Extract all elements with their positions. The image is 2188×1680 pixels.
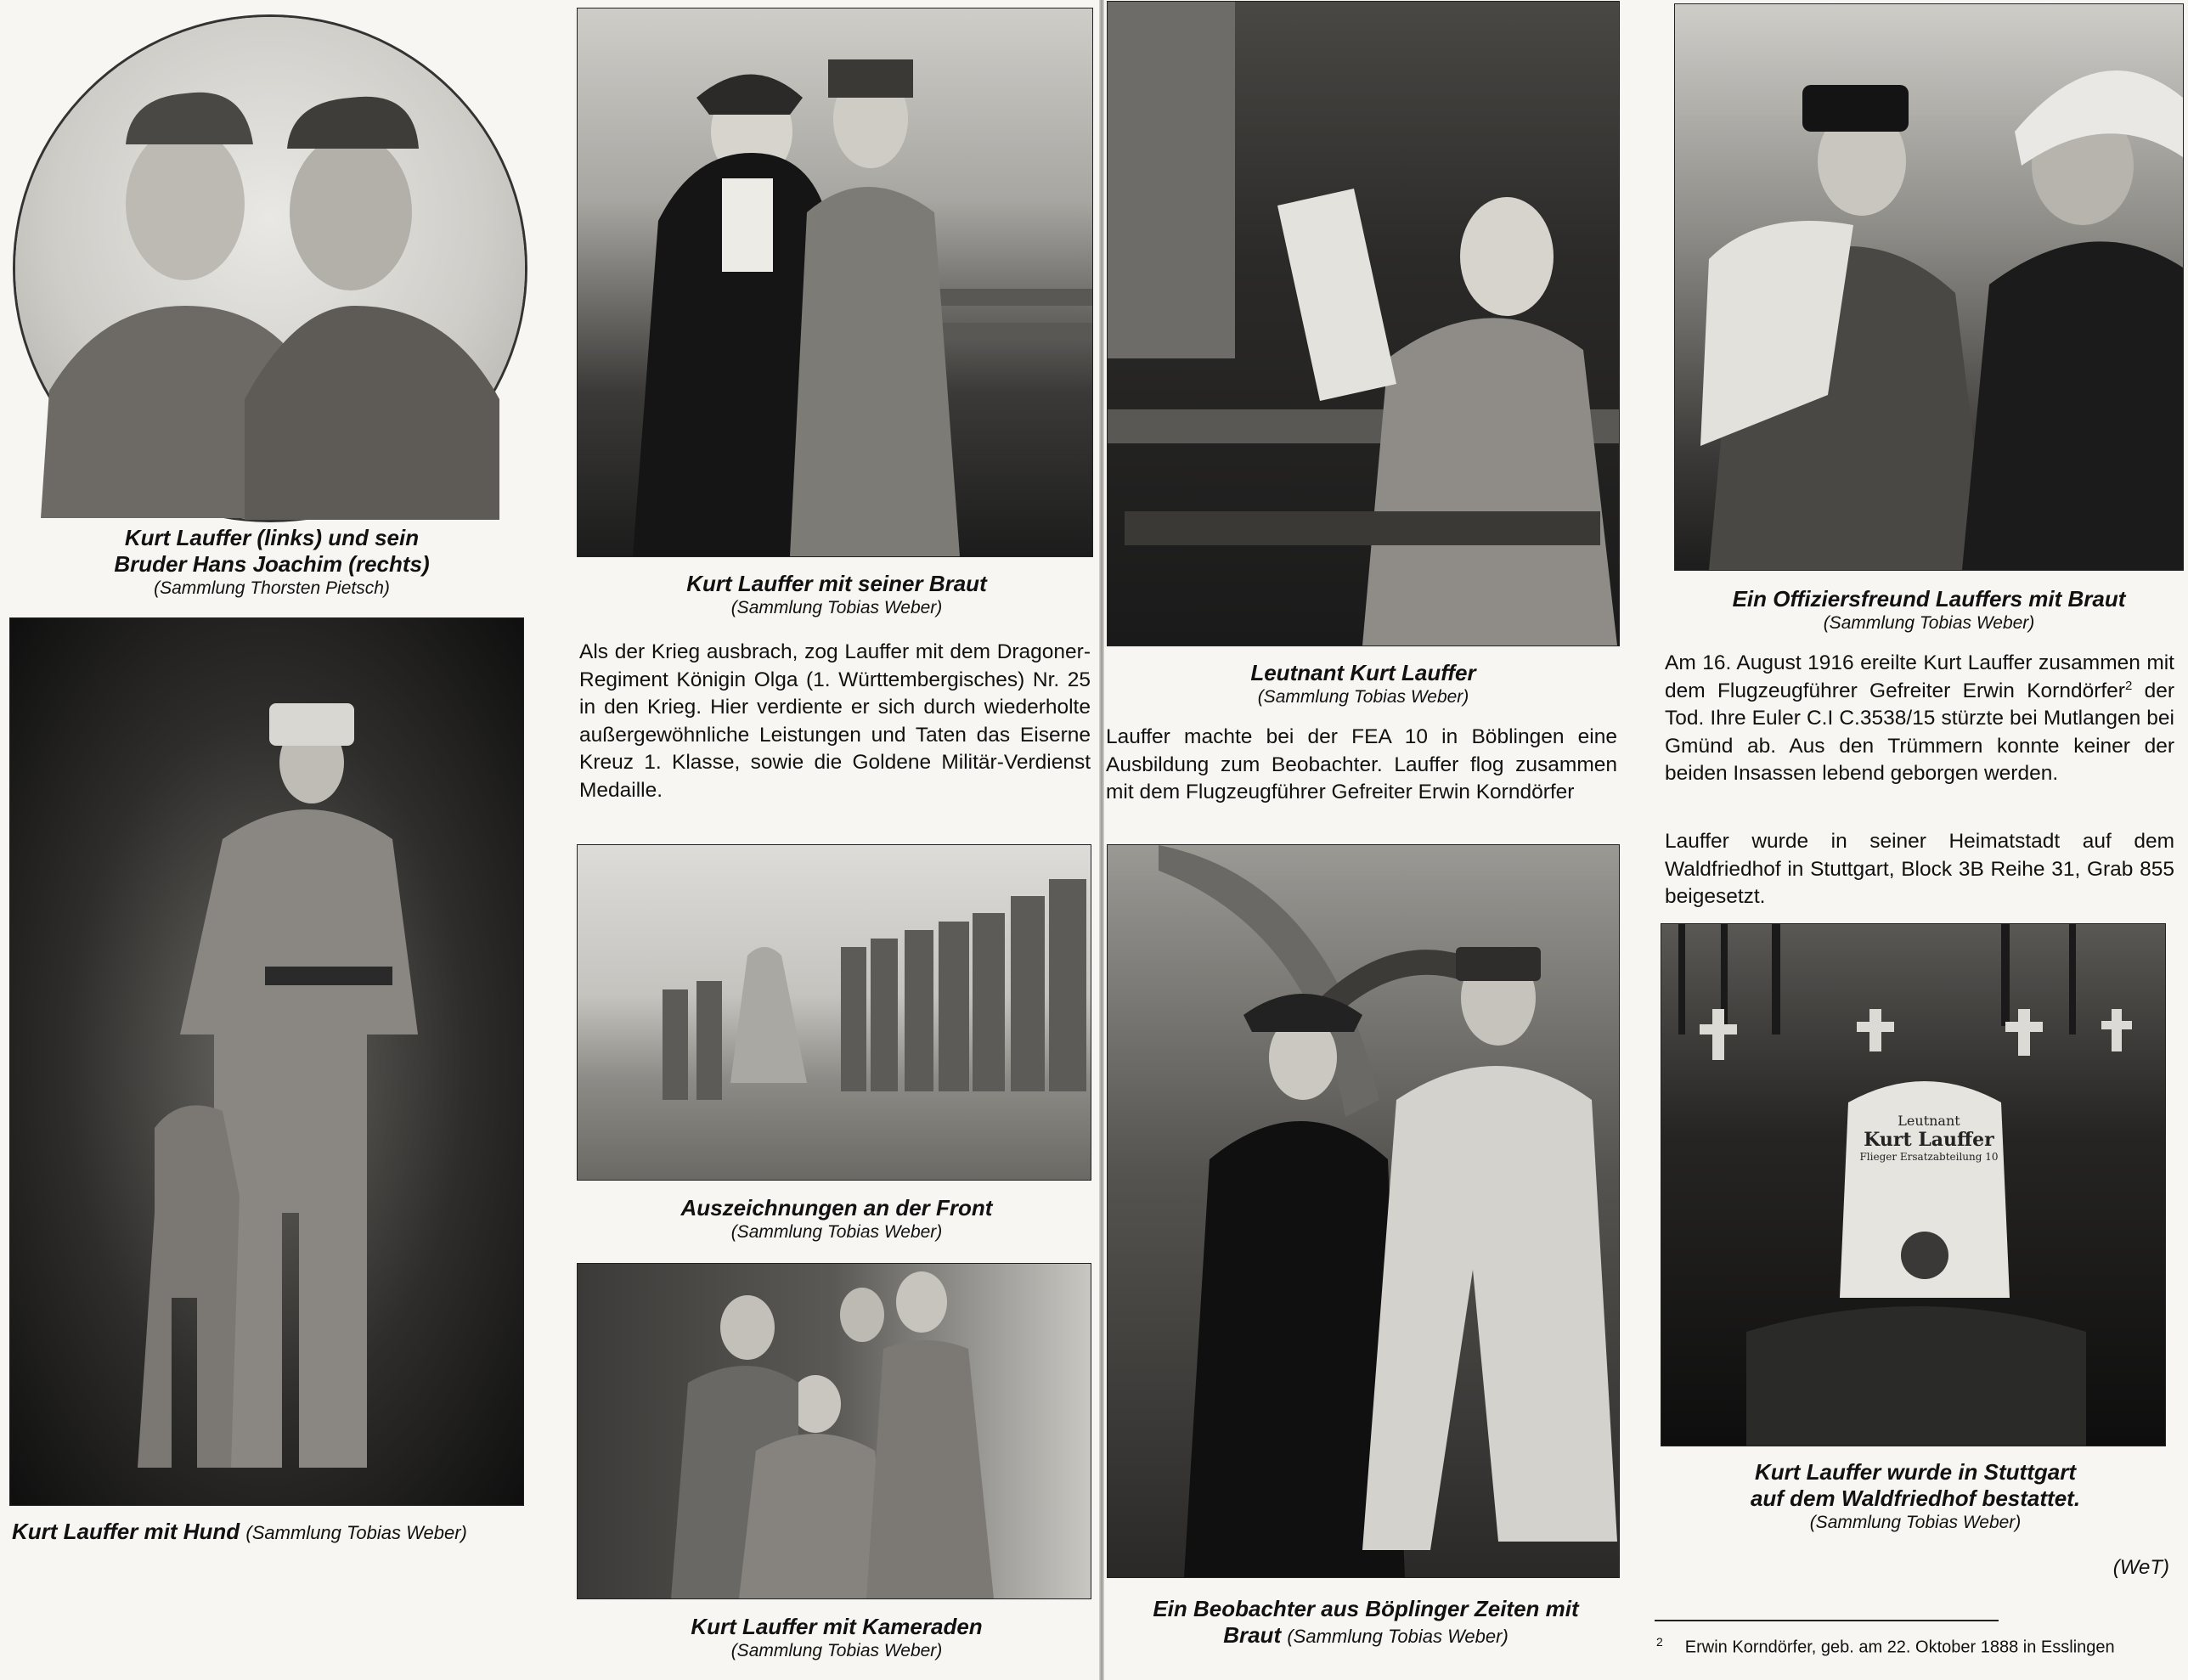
death-paragraph: [1665, 650, 2174, 788]
burial-paragraph: [1665, 828, 2174, 911]
brothers-caption-source: (Sammlung Thorsten Pietsch): [154, 578, 390, 598]
officer-friend-caption-title: Ein Offiziersfreund Lauffers mit Braut: [1732, 586, 2126, 612]
grave-photo: [1661, 924, 2165, 1446]
author-initials: (WeT): [2112, 1556, 2169, 1579]
comrades-caption-source: (Sammlung Tobias Weber): [730, 1641, 943, 1660]
grave-caption-line1: Kurt Lauffer wurde in Stuttgart: [1755, 1459, 2076, 1485]
war-paragraph: [579, 639, 1091, 804]
footnote-marker: 2: [2124, 678, 2133, 693]
death-paragraph-part1: Am 16. August 1916 ereilte Kurt Lauffer zusammen mit dem Flugzeugführer Gefreiter Erwin Korndörfer: [1665, 651, 2174, 702]
comrades-caption-title: Kurt Lauffer mit Kameraden: [691, 1614, 983, 1639]
bride-caption: [586, 571, 1087, 619]
comrades-silhouette: [578, 1264, 1091, 1598]
bride-caption-source: (Sammlung Tobias Weber): [730, 598, 943, 617]
brothers-caption: [51, 525, 493, 600]
officer-friend-silhouette: [1675, 4, 2183, 570]
leutnant-silhouette: [1108, 2, 1619, 646]
front-caption-source: (Sammlung Tobias Weber): [730, 1222, 943, 1242]
footnote-rule: [1655, 1620, 1999, 1621]
bride-silhouette: [578, 8, 1092, 556]
front-caption-title: Auszeichnungen an der Front: [680, 1195, 993, 1221]
bride-photo: [578, 8, 1092, 556]
grave-plate-line1: Leutnant: [1898, 1113, 1960, 1129]
leutnant-caption: [1113, 660, 1614, 708]
officer-friend-caption-source: (Sammlung Tobias Weber): [1823, 613, 2035, 633]
page-gutter: [1099, 0, 1104, 1680]
observer-caption: [1113, 1596, 1619, 1649]
officer-friend-photo: [1675, 4, 2183, 570]
grave-caption-line2: auf dem Waldfriedhof bestattet.: [1750, 1486, 2081, 1511]
dog-caption-title: Kurt Lauffer mit Hund: [12, 1519, 240, 1544]
leutnant-photo: [1108, 2, 1619, 646]
observer-caption-source: (Sammlung Tobias Weber): [1287, 1626, 1508, 1647]
observer-photo: [1108, 845, 1619, 1577]
bride-caption-title: Kurt Lauffer mit seiner Braut: [686, 571, 987, 596]
grave-plate-line3: Flieger Ersatzabteilung 10: [1859, 1151, 1999, 1163]
death-paragraph-part2: der Tod. Ihre Euler C.I C.3538/15 stürzte bei Mutlangen bei Gmünd ab. Aus den Trümmern konnte keiner der beiden Insassen lebend geborgen werden.: [1665, 679, 2175, 785]
dog-caption: [12, 1519, 530, 1545]
grave-silhouette: [1661, 924, 2165, 1446]
officer-friend-caption: [1678, 586, 2180, 634]
comrades-caption: [586, 1614, 1087, 1662]
training-paragraph: [1106, 724, 1617, 807]
dog-photo: [10, 618, 523, 1505]
observer-silhouette: [1108, 845, 1619, 1577]
dog-silhouette: [10, 618, 523, 1505]
dog-caption-source: (Sammlung Tobias Weber): [245, 1522, 467, 1543]
leutnant-caption-source: (Sammlung Tobias Weber): [1257, 687, 1469, 707]
front-photo: [578, 845, 1091, 1180]
front-silhouette: [578, 845, 1091, 1180]
grave-plate-text: [1848, 1113, 2010, 1163]
war-paragraph-text: Als der Krieg ausbrach, zog Lauffer mit dem Dragoner-Regiment Königin Olga (1. Württembergisches) Nr. 25 in den Krieg. Hier verdiente er sich durch wiederholte außergewöhnliche Leistungen und Taten das Eiserne Kreuz 1. Klasse, sowie die Goldene Militär-Verdienst Medaille.: [579, 640, 1091, 802]
brothers-caption-line2: Bruder Hans Joachim (rechts): [114, 551, 430, 577]
grave-caption-source: (Sammlung Tobias Weber): [1809, 1513, 2022, 1532]
grave-caption: [1665, 1459, 2166, 1534]
front-caption: [586, 1195, 1087, 1243]
burial-paragraph-text: Lauffer wurde in seiner Heimatstadt auf dem Waldfriedhof in Stuttgart, Block 3B Reihe 31, Grab 855 beigesetzt.: [1665, 830, 2174, 908]
footnote: [1656, 1631, 2115, 1659]
leutnant-caption-title: Leutnant Kurt Lauffer: [1250, 660, 1476, 685]
brothers-portrait-photo: [15, 17, 525, 520]
brothers-silhouette: [15, 17, 525, 520]
observer-caption-line2: Braut: [1223, 1622, 1282, 1648]
brothers-caption-line1: Kurt Lauffer (links) und sein: [124, 525, 420, 550]
footnote-number: 2: [1656, 1635, 1663, 1649]
comrades-photo: [578, 1264, 1091, 1598]
training-paragraph-text: Lauffer machte bei der FEA 10 in Böblingen eine Ausbildung zum Beobachter. Lauffer flog zusammen mit dem Flugzeugführer Gefreiter Erwin Korndörfer: [1106, 725, 1617, 803]
grave-plate-line2: Kurt Lauffer: [1864, 1129, 1994, 1151]
footnote-text: Erwin Korndörfer, geb. am 22. Oktober 1888 in Esslingen: [1684, 1638, 2115, 1657]
observer-caption-line1: Ein Beobachter aus Böplinger Zeiten mit: [1153, 1596, 1579, 1621]
